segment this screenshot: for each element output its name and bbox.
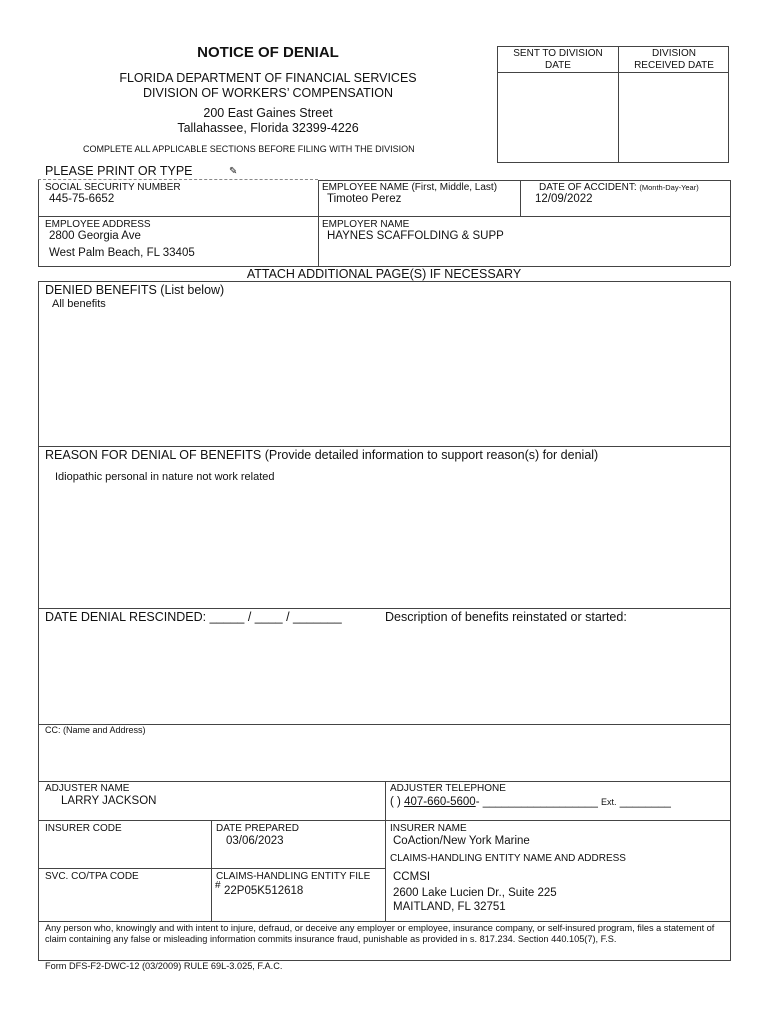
adjuster-name-field[interactable]: LARRY JACKSON — [61, 795, 157, 807]
claims-handling-entity-name[interactable]: CCMSI — [393, 871, 431, 883]
svc-tpa-code-label: SVC. CO/TPA CODE — [45, 871, 139, 882]
denied-benefits-label: DENIED BENEFITS (List below) — [45, 283, 225, 297]
accident-date-label: DATE OF ACCIDENT: (Month-Day-Year) — [539, 182, 699, 193]
denial-reason-label: REASON FOR DENIAL OF BENEFITS (Provide detailed information to support reason(s) for denial) — [45, 448, 599, 462]
division-received-date-field[interactable] — [619, 73, 729, 162]
employee-address-line1[interactable]: 2800 Georgia Ave — [49, 230, 141, 242]
ssn-field[interactable]: 445-75-6652 — [49, 193, 115, 205]
ssn-label: SOCIAL SECURITY NUMBER — [45, 182, 181, 193]
cc-label: CC: (Name and Address) — [45, 725, 146, 735]
adjuster-name-label: ADJUSTER NAME — [45, 783, 130, 794]
svc-tpa-code-field[interactable] — [45, 883, 205, 917]
fraud-notice: Any person who, knowingly and with intent to injure, defraud, or deceive any employer or employee, insurance company, or self-insured program, files a statement of claim containing any false or misleading information commits insurance fraud, punishable as provided in s. 817.234. Section 440.105(7), F.S. — [45, 923, 715, 944]
accident-date-field[interactable]: 12/09/2022 — [535, 193, 593, 205]
street-address: 200 East Gaines Street — [203, 106, 333, 120]
employer-name-label: EMPLOYER NAME — [322, 219, 410, 230]
employee-name-label: EMPLOYEE NAME (First, Middle, Last) — [322, 182, 498, 193]
che-file-number-field[interactable]: 22P05K512618 — [224, 885, 304, 897]
employee-address-line2[interactable]: West Palm Beach, FL 33405 — [49, 247, 195, 259]
form-identifier: Form DFS-F2-DWC-12 (03/2009) RULE 69L-3.025, F.A.C. — [45, 961, 283, 971]
print-notice: PLEASE PRINT OR TYPE — [45, 164, 193, 178]
employee-name-field[interactable]: Timoteo Perez — [327, 193, 402, 205]
form-icon: ✎ — [229, 166, 238, 177]
denial-reason-field[interactable]: Idiopathic personal in nature not work related — [55, 471, 275, 483]
insurer-code-field[interactable] — [45, 835, 205, 865]
denied-benefits-field[interactable]: All benefits — [52, 298, 106, 310]
employer-name-field[interactable]: HAYNES SCAFFOLDING & SUPP — [327, 230, 504, 242]
adjuster-phone-label: ADJUSTER TELEPHONE — [390, 783, 506, 794]
che-file-hash: # — [215, 880, 221, 891]
insurer-name-field[interactable]: CoAction/New York Marine — [393, 835, 530, 847]
employee-address-label: EMPLOYEE ADDRESS — [45, 219, 151, 230]
sent-to-division-date-field[interactable] — [498, 73, 618, 162]
claims-handling-entity-label: CLAIMS-HANDLING ENTITY NAME AND ADDRESS — [390, 853, 626, 864]
insurer-code-label: INSURER CODE — [45, 823, 122, 834]
date-prepared-field[interactable]: 03/06/2023 — [226, 835, 284, 847]
claims-handling-entity-address2[interactable]: MAITLAND, FL 32751 — [393, 901, 506, 913]
adjuster-phone-field[interactable]: ( ) 407-660-5600- __________________ Ext. ________ — [390, 796, 671, 808]
claims-handling-entity-address1[interactable]: 2600 Lake Lucien Dr., Suite 225 — [393, 887, 557, 899]
benefits-reinstated-label: Description of benefits reinstated or started: — [385, 610, 627, 624]
division-received-label: DIVISION RECEIVED DATE — [634, 48, 714, 71]
date-prepared-label: DATE PREPARED — [216, 823, 299, 834]
filing-instruction: COMPLETE ALL APPLICABLE SECTIONS BEFORE FILING WITH THE DIVISION — [83, 144, 415, 154]
insurer-name-label: INSURER NAME — [390, 823, 467, 834]
form-title: NOTICE OF DENIAL — [197, 44, 339, 61]
department-name: FLORIDA DEPARTMENT OF FINANCIAL SERVICES — [119, 71, 417, 85]
che-file-label: CLAIMS-HANDLING ENTITY FILE — [216, 871, 371, 882]
city-address: Tallahassee, Florida 32399-4226 — [177, 121, 359, 135]
sent-to-division-label: SENT TO DIVISION DATE — [513, 48, 603, 71]
attach-notice: ATTACH ADDITIONAL PAGE(S) IF NECESSARY — [246, 267, 522, 281]
division-name: DIVISION OF WORKERS’ COMPENSATION — [142, 86, 394, 100]
date-rescinded-label: DATE DENIAL RESCINDED: _____ / ____ / _______ — [45, 610, 342, 624]
